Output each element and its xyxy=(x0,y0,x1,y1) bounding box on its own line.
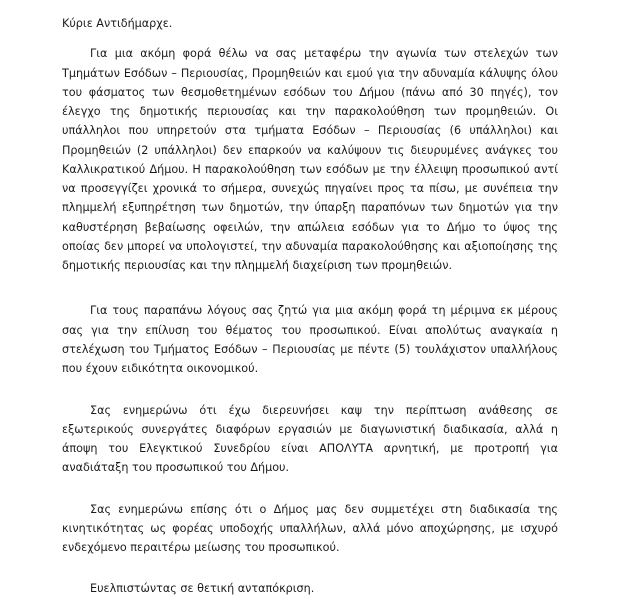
document-body xyxy=(62,14,558,599)
paragraph-5: Ευελπιστώντας σε θετική ανταπόκριση. xyxy=(90,582,315,596)
spacer xyxy=(62,275,558,301)
spacer xyxy=(62,557,558,579)
salutation: Κύριε Αντιδήμαρχε. xyxy=(62,17,173,30)
spacer xyxy=(62,379,558,401)
paragraph-4: Σας ενημερώνω επίσης ότι ο Δήμος μας δεν συμμετέχει στη διαδικασία της κινητικότητας ως φορέας υποδοχής υπαλλήλων, αλλά μόνο αποχώρησης, με ισχυρό ενδεχόμενο περαιτέρω μείωσης του προσωπικού. xyxy=(62,502,558,555)
spacer xyxy=(62,33,558,44)
spacer xyxy=(62,478,558,500)
paragraph-2: Για τους παραπάνω λόγους σας ζητώ για μια ακόμη φορά τη μέριμνα εκ μέρους σας για την επίλυση του θέματος του προσωπικού. Είναι απολύτως αναγκαία η στελέχωση του Τμήματος Εσόδων – Περιουσίας με πέντε (5) τουλάχιστον υπαλλήλους που έχουν ειδικότητα οικονομικού. xyxy=(62,304,558,376)
paragraph-3: Σας ενημερώνω ότι έχω διερευνήσει καψ την περίπτωση ανάθεσης σε εξωτερικούς συνεργάτες διαφόρων εργασιών με διαγωνιστική διαδικασία, αλλά η άποψη του Ελεγκτικού Συνεδρίου είναι ΑΠΟΛΥΤΑ αρνητική, με προτροπή για αναδιάταξη του προσωπικού του Δήμου. xyxy=(62,403,558,475)
paragraph-1: Για μια ακόμη φορά θέλω να σας μεταφέρω την αγωνία των στελεχών των Τμημάτων Εσόδων – Περιουσίας, Προμηθειών και εμού για την αδυναμία κάλυψης όλου του φάσματος των θεσμοθετημένων εσόδων του Δήμου (πάνω από 30 πηγές), τον έλεγχο της δημοτικής περιουσίας και την παρακολούθηση των προμηθειών. Οι υπάλληλοι που υπηρετούν στα τμήματα Εσόδων – Περιουσίας (6 υπάλληλοι) και Προμηθειών (2 υπάλληλοι) δεν επαρκούν να καλύψουν τις διευρυμένες ανάγκες του Καλλικρατικού Δήμου. Η παρακολούθηση των εσόδων με την έλλειψη προσωπικού αντί να προσεγγίζει χρονικά το σήμερα, συνεχώς πηγαίνει προς τα πίσω, με συνέπεια την πλημμελή εξυπηρέτηση των δημοτών, την ύπαρξη παραπόνων των δημοτών για την καθυστέρηση βεβαίωσης οφειλών, την απώλεια εσόδων για το Δήμο το ύψος της οποίας δεν μπορεί να υπολογιστεί, την αδυναμία παρακολούθησης και αξιοποίησης της δημοτικής περιουσίας και την πλημμελή διαχείριση των προμηθειών. xyxy=(62,47,558,273)
